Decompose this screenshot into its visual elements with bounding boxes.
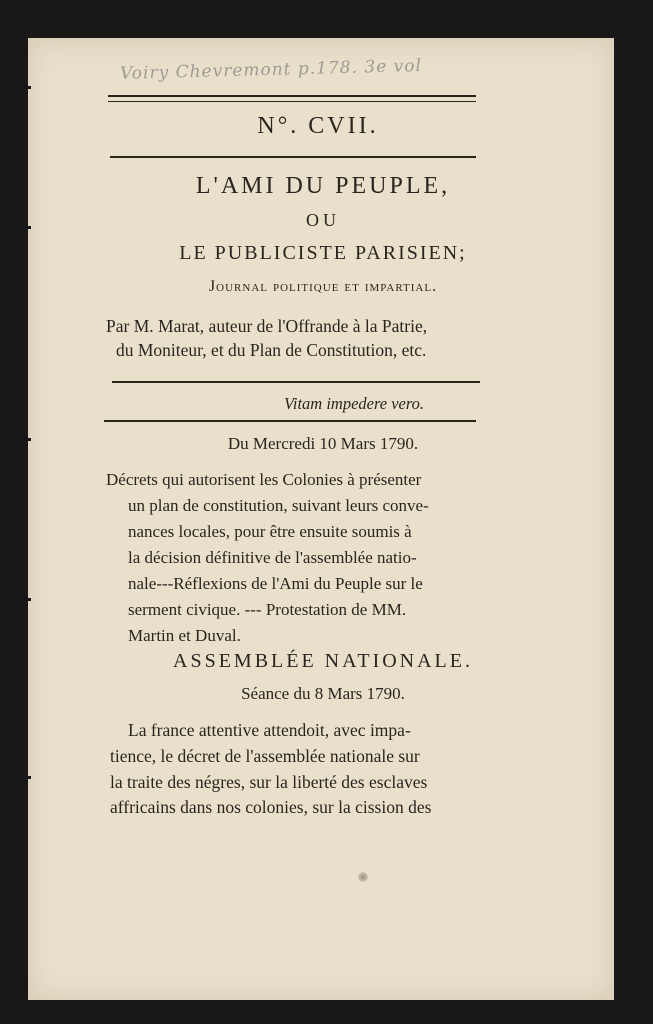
newspaper-page [28, 38, 614, 1000]
issue-number: N°. CVII. [257, 113, 379, 139]
body-line: tience, le décret de l'assemblée nationale sur [110, 746, 420, 766]
summary-line: serment civique. --- Protestation de MM. [128, 600, 407, 619]
rule-below-motto [104, 420, 476, 422]
top-double-rule-lower [108, 101, 476, 102]
issue-date: Du Mercredi 10 Mars 1790. [227, 434, 419, 453]
newspaper-title: L'AMI DU PEUPLE, [195, 173, 451, 199]
session-date: Séance du 8 Mars 1790. [241, 684, 405, 703]
section-header: ASSEMBLÉE NATIONALE. [173, 650, 473, 672]
summary-line: Décrets qui autorisent les Colonies à présenter [106, 470, 422, 489]
motto: Vitam impedere vero. [284, 394, 425, 413]
binding-mark [23, 438, 31, 441]
author-line-2: du Moniteur, et du Plan de Constitution, etc. [116, 340, 427, 360]
author-line-1: Par M. Marat, auteur de l'Offrande à la Patrie, [106, 316, 428, 336]
journal-description: Journal politique et impartial. [208, 278, 438, 295]
summary-line: nances locales, pour être ensuite soumis à [128, 522, 412, 541]
body-line: La france attentive attendoit, avec impa- [128, 720, 411, 740]
top-double-rule-upper [108, 95, 476, 97]
summary-line: un plan de constitution, suivant leurs conve- [128, 496, 429, 515]
summary-line: la décision définitive de l'assemblée natio- [128, 548, 417, 567]
body-line: affricains dans nos colonies, sur la cission des [110, 797, 432, 817]
binding-mark [23, 598, 31, 601]
ink-spot [358, 872, 368, 882]
body-line: la traite des négres, sur la liberté des esclaves [110, 772, 428, 792]
summary-line: nale---Réflexions de l'Ami du Peuple sur le [128, 574, 423, 593]
title-conjunction: OU [306, 210, 340, 230]
newspaper-subtitle: LE PUBLICISTE PARISIEN; [179, 242, 467, 264]
rule-above-motto [112, 381, 480, 383]
summary-line: Martin et Duval. [128, 626, 241, 645]
handwritten-annotation: Voiry Chevremont p.178. 3e vol [119, 55, 423, 84]
rule-below-number [110, 156, 476, 158]
binding-mark [23, 226, 31, 229]
binding-mark [23, 86, 31, 89]
binding-mark [23, 776, 31, 779]
